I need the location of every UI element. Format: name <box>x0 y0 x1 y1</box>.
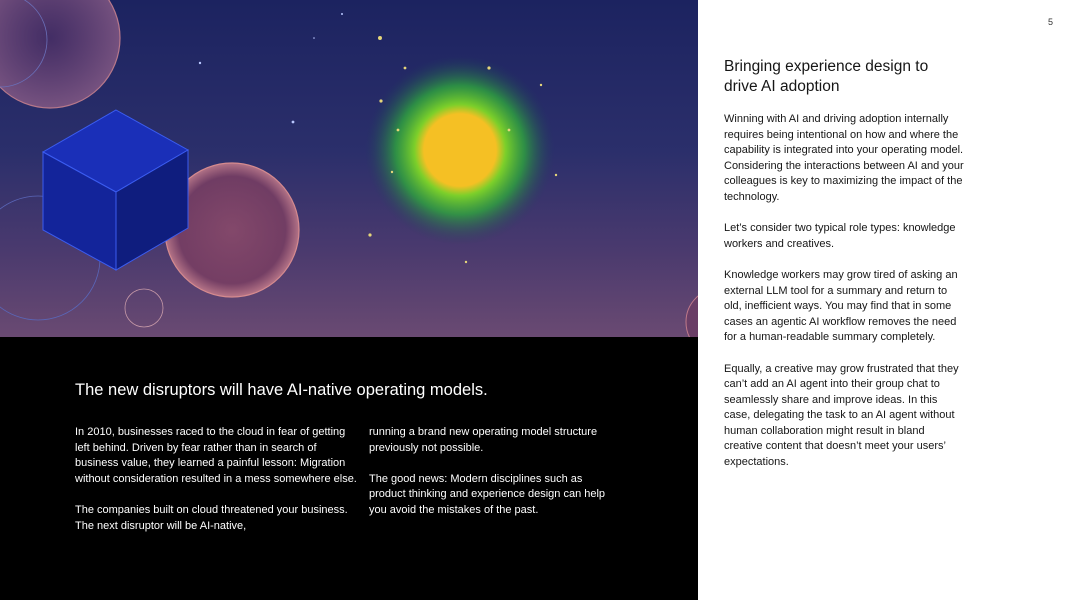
bubble-shape <box>0 0 120 108</box>
sidebar-paragraph: Equally, a creative may grow frustrated that they can’t add an AI agent into their group chat to seamlessly share and improve ideas. In this case, delegating the task to an AI agent without human collaboration might result in bland creative content that doesn’t meet your users’ expectations. <box>724 362 959 469</box>
intro-panel <box>0 337 698 600</box>
body-column-left <box>75 425 357 550</box>
body-paragraph: The good news: Modern disciplines such as product thinking and experience design can help you avoid the mistakes of the past. <box>369 472 606 516</box>
ring-shape <box>125 289 163 327</box>
section-headline: The new disruptors will have AI-native operating models. <box>75 381 488 399</box>
cube-shape <box>43 110 188 270</box>
body-column-right <box>369 425 619 534</box>
body-paragraph: In 2010, businesses raced to the cloud in fear of getting left behind. Driven by fear rather than in search of business value, they learned a painful lesson: Migration without consideration resulted in a mess somewhere else. <box>75 426 357 485</box>
sidebar-panel <box>698 0 1067 600</box>
hero-illustration <box>0 0 698 337</box>
sidebar-body <box>724 112 964 486</box>
sun-shape <box>365 55 555 245</box>
page-number: 5 <box>1047 17 1053 27</box>
sidebar-paragraph: Let’s consider two typical role types: knowledge workers and creatives. <box>724 222 956 250</box>
sidebar-paragraph: Knowledge workers may grow tired of asking an external LLM tool for a summary and return to old, inefficient ways. You may find that in some cases an agentic AI workflow removes the need for a human-readable summary completely. <box>724 268 958 344</box>
sidebar-paragraph: Winning with AI and driving adoption internally requires being intentional on how and where the capability is integrated into your operating model. Considering the interactions between AI and your colleagues is key to maximizing the impact of the technology. <box>724 113 964 203</box>
bubble-shape <box>686 288 698 337</box>
body-paragraph: The companies built on cloud threatened your business. The next disruptor will be AI-native, <box>75 503 348 532</box>
body-paragraph: running a brand new operating model structure previously not possible. <box>369 426 598 454</box>
sidebar-title: Bringing experience design to drive AI adoption <box>724 58 929 95</box>
hero-illustration-svg <box>0 0 698 337</box>
